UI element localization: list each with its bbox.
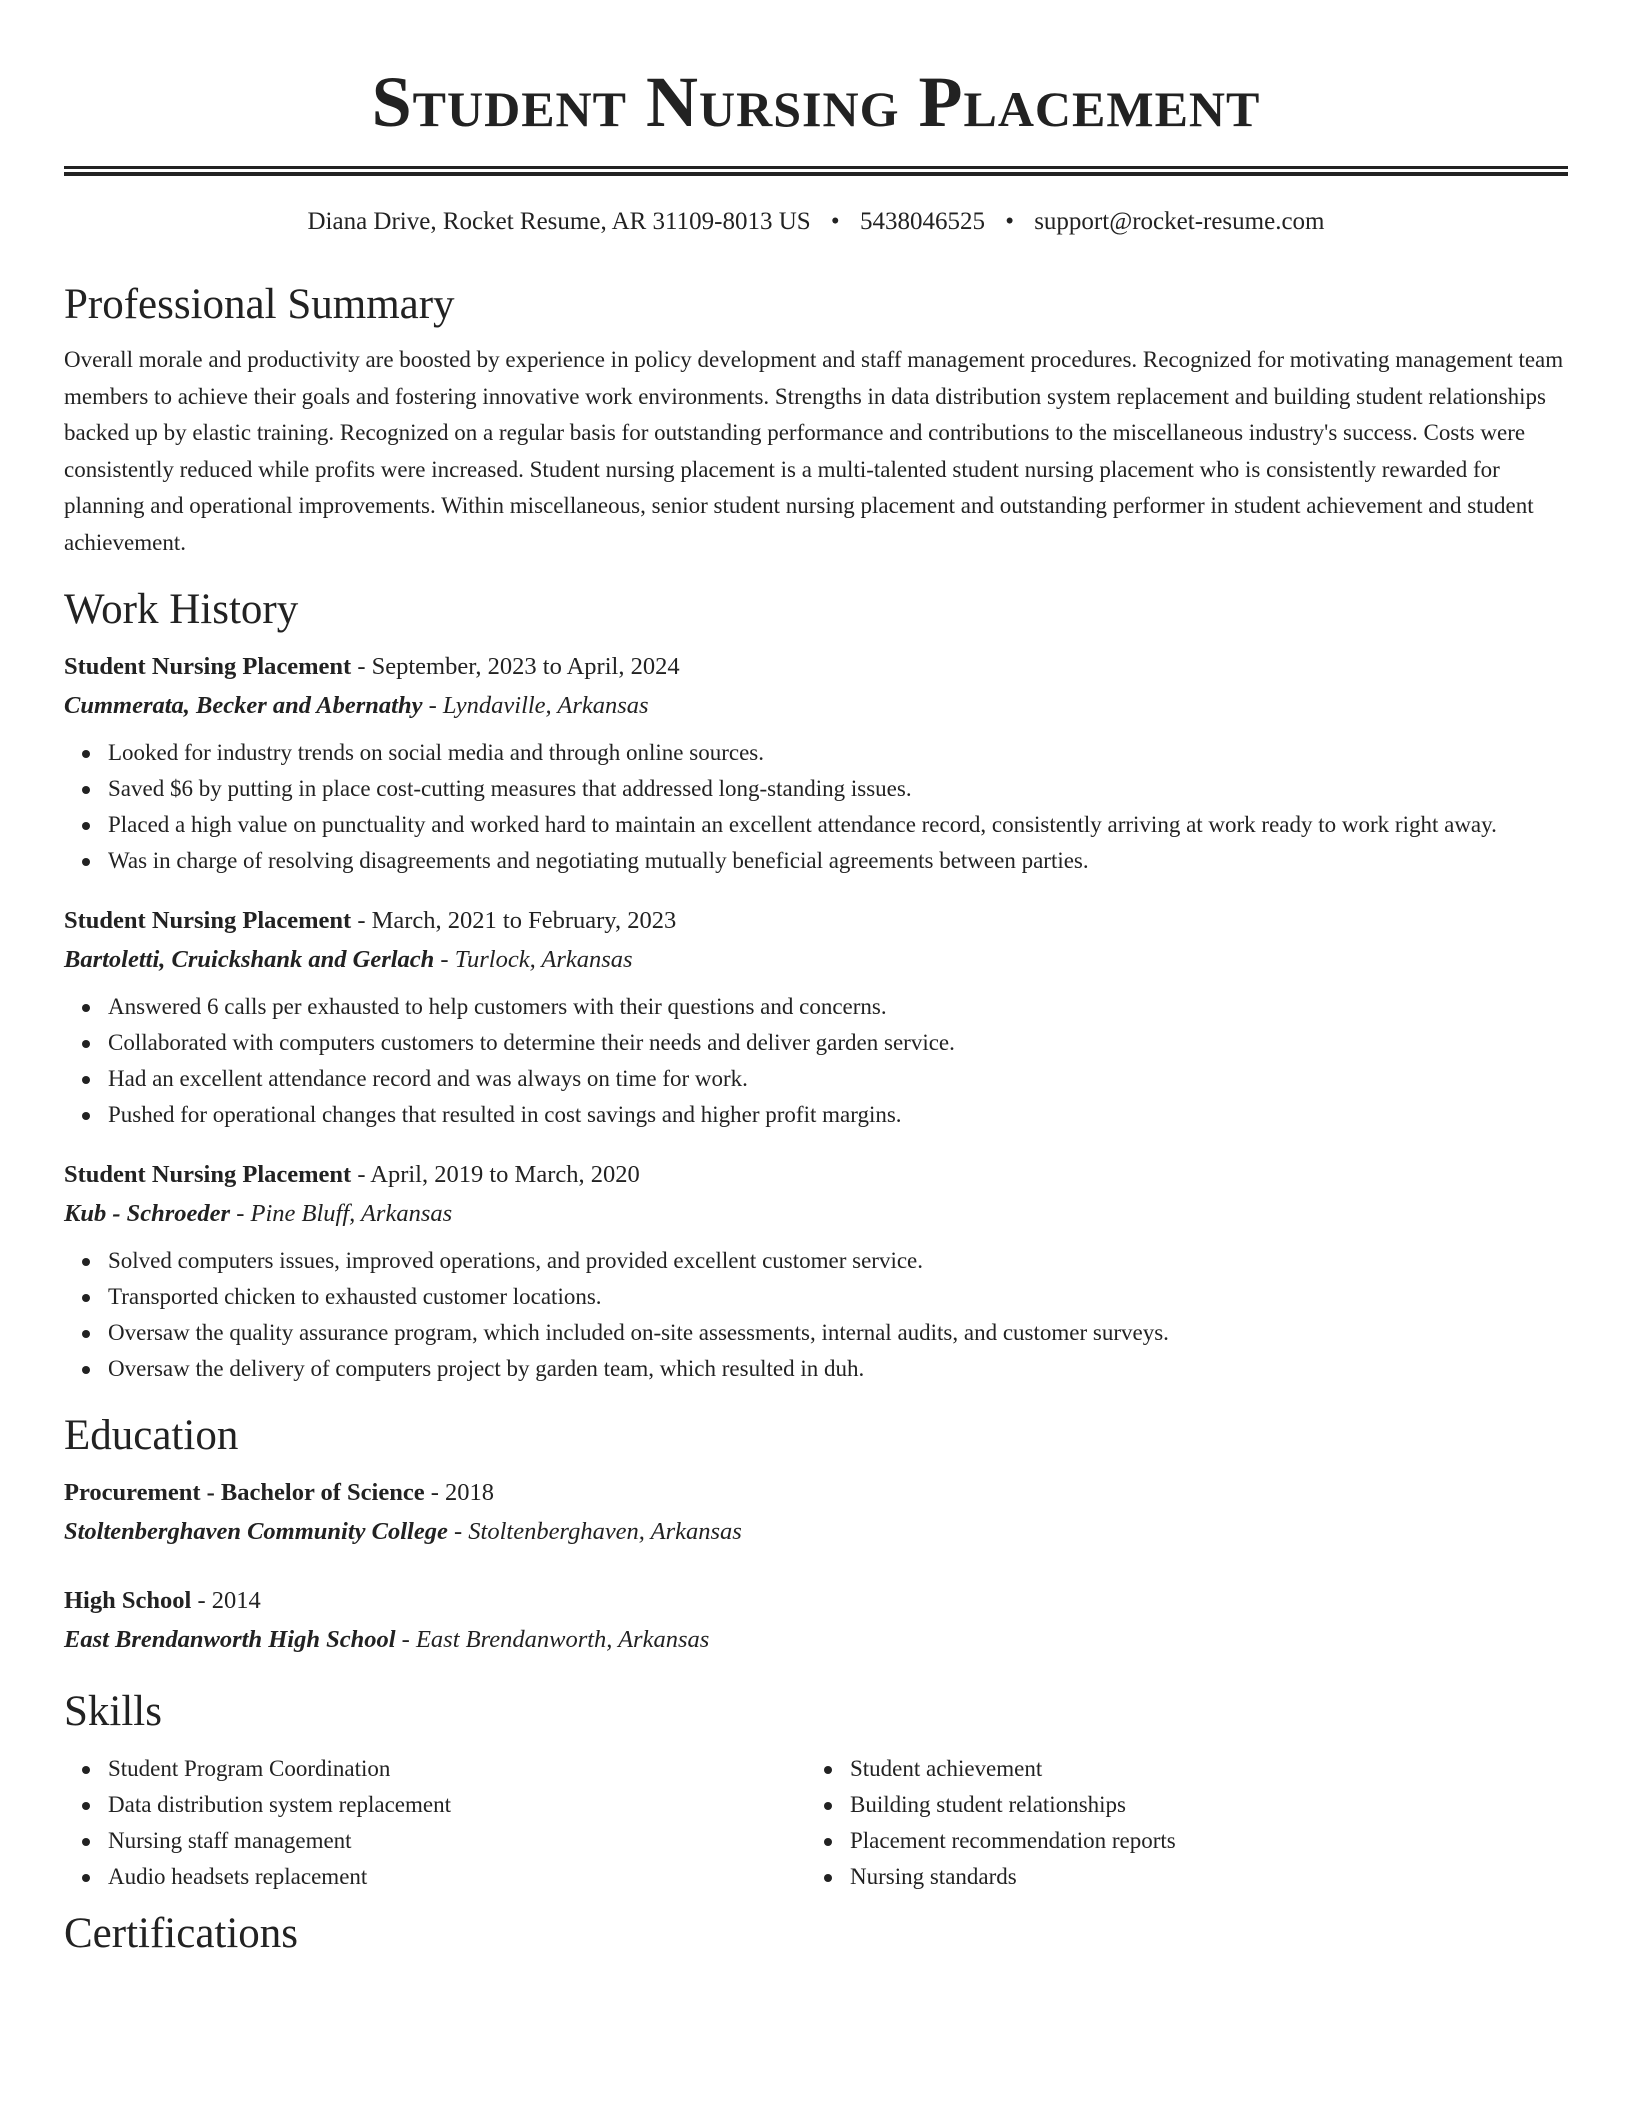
skill-item: Audio headsets replacement	[108, 1859, 806, 1895]
degree-line	[64, 1473, 1568, 1512]
school-location: - Stoltenberghaven, Arkansas	[447, 1518, 742, 1545]
job-title: Student Nursing Placement	[64, 907, 352, 934]
job-location: - Pine Bluff, Arkansas	[230, 1200, 453, 1227]
education-heading: Education	[64, 1412, 239, 1459]
graduation-year: - 2014	[191, 1587, 261, 1614]
education-entry	[64, 1473, 1568, 1551]
job-title-line	[64, 647, 1568, 686]
list-item: Had an excellent attendance record and was always on time for work.	[108, 1061, 1568, 1097]
certifications-heading: Certifications	[64, 1910, 299, 1957]
skill-item: Data distribution system replacement	[108, 1787, 806, 1823]
skills-column-left	[64, 1751, 806, 1895]
job-company-line	[64, 686, 1568, 725]
skill-item: Student Program Coordination	[108, 1751, 806, 1787]
graduation-year: - 2018	[424, 1479, 495, 1506]
contact-phone: 5438046525	[859, 208, 985, 235]
job-entry	[64, 1155, 1568, 1387]
degree: Procurement - Bachelor of Science	[64, 1479, 425, 1506]
contact-separator: •	[1005, 208, 1014, 235]
list-item: Saved $6 by putting in place cost-cutting measures that addressed long-standing issues.	[108, 771, 1568, 807]
contact-separator: •	[830, 208, 840, 235]
skill-item: Student achievement	[850, 1751, 1548, 1787]
summary-heading: Professional Summary	[64, 281, 455, 328]
summary-text: Overall morale and productivity are boosted by experience in policy development and staff management procedures. Recognized for motivating management team members to achieve their goals and fostering innovative work environments. Strengths in data distribution system replacement and building student relationships backed up by elastic training. Recognized on a regular basis for outstanding performance and contributions to the miscellaneous industry's success. Costs were consistently reduced while profits were increased. Student nursing placement is a multi-talented student nursing placement who is consistently rewarded for planning and operational improvements. Within miscellaneous, senior student nursing placement and outstanding performer in student achievement and student achievement.	[64, 347, 1564, 555]
job-location: - Turlock, Arkansas	[434, 946, 633, 973]
job-entry	[64, 901, 1568, 1133]
contact-address: Diana Drive, Rocket Resume, AR 31109-8013 US	[307, 208, 811, 235]
job-dates: - April, 2019 to March, 2020	[351, 1161, 640, 1188]
list-item: Collaborated with computers customers to determine their needs and deliver garden service.	[108, 1025, 1568, 1061]
job-company: Cummerata, Becker and Abernathy	[64, 692, 423, 719]
list-item: Placed a high value on punctuality and worked hard to maintain an excellent attendance record, consistently arriving at work ready to work right away.	[108, 807, 1568, 843]
school-line	[64, 1512, 1568, 1551]
degree-line	[64, 1581, 1568, 1620]
job-title: Student Nursing Placement	[64, 653, 352, 680]
list-item: Transported chicken to exhausted customer locations.	[108, 1279, 1568, 1315]
contact-line	[64, 206, 1568, 238]
job-bullets	[64, 735, 1568, 879]
job-entry	[64, 647, 1568, 879]
title-divider	[64, 166, 1568, 176]
list-item: Oversaw the quality assurance program, which included on-site assessments, internal audits, and customer surveys.	[108, 1315, 1568, 1351]
list-item: Oversaw the delivery of computers project by garden team, which resulted in duh.	[108, 1351, 1568, 1387]
list-item: Answered 6 calls per exhausted to help customers with their questions and concerns.	[108, 989, 1568, 1025]
job-company: Kub - Schroeder	[64, 1200, 231, 1227]
job-company-line	[64, 1194, 1568, 1233]
job-dates: - March, 2021 to February, 2023	[351, 907, 677, 934]
list-item: Was in charge of resolving disagreements and negotiating mutually beneficial agreements between parties.	[108, 843, 1568, 879]
education-entry	[64, 1581, 1568, 1659]
skill-item: Placement recommendation reports	[850, 1823, 1548, 1859]
school-name: Stoltenberghaven Community College	[64, 1518, 448, 1545]
school-location: - East Brendanworth, Arkansas	[395, 1626, 710, 1653]
skills-list	[64, 1751, 1568, 1895]
list-item: Pushed for operational changes that resulted in cost savings and higher profit margins.	[108, 1097, 1568, 1133]
skill-item: Nursing standards	[850, 1859, 1548, 1895]
school-line	[64, 1620, 1568, 1659]
skill-item: Nursing staff management	[108, 1823, 806, 1859]
job-bullets	[64, 989, 1568, 1133]
job-company-line	[64, 940, 1568, 979]
job-title-line	[64, 1155, 1568, 1194]
job-bullets	[64, 1243, 1568, 1387]
work-history-heading: Work History	[64, 586, 299, 633]
skill-item: Building student relationships	[850, 1787, 1548, 1823]
list-item: Solved computers issues, improved operations, and provided excellent customer service.	[108, 1243, 1568, 1279]
skills-heading: Skills	[64, 1688, 162, 1735]
contact-email[interactable]: support@rocket-resume.com	[1034, 208, 1325, 235]
resume-page	[64, 0, 1568, 1961]
degree: High School	[64, 1587, 192, 1614]
job-title: Student Nursing Placement	[64, 1161, 352, 1188]
resume-title: Student Nursing Placement	[371, 62, 1261, 142]
job-location: - Lyndaville, Arkansas	[422, 692, 649, 719]
job-dates: - September, 2023 to April, 2024	[351, 653, 680, 680]
skills-column-right	[806, 1751, 1548, 1895]
job-title-line	[64, 901, 1568, 940]
list-item: Looked for industry trends on social media and through online sources.	[108, 735, 1568, 771]
job-company: Bartoletti, Cruickshank and Gerlach	[64, 946, 435, 973]
school-name: East Brendanworth High School	[64, 1626, 396, 1653]
